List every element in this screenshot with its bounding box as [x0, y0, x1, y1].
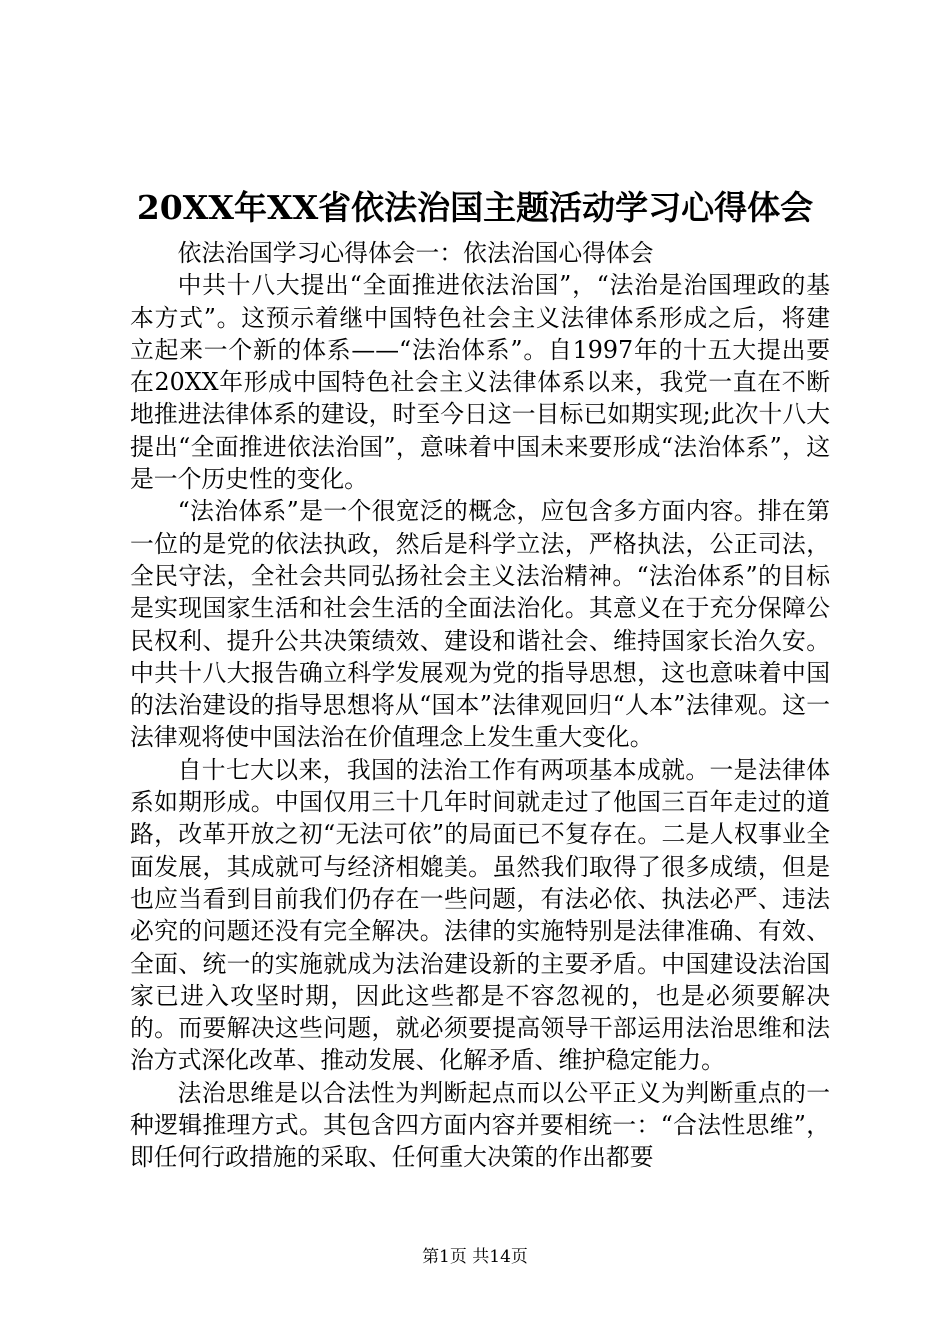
page-number-footer: 第1页 共14页 [422, 1247, 528, 1267]
paragraph: “法治体系”是一个很宽泛的概念，应包含多方面内容。排在第一位的是党的依法执政，然后是科学立法，严格执法，公正司法，全民守法，全社会共同弘扬社会主义法治精神。“法治体系”的目标是实现国家生活和社会生活的全面法治化。其意义在于充分保障公民权利、提升公共决策绩效、建设和谐社会、维持国家长治久安。中共十八大报告确立科学发展观为党的指导思想，这也意味着中国的法治建设的指导思想将从“国本”法律观回归“人本”法律观。这一法律观将使中国法治在价值理念上发生重大变化。 [130, 497, 830, 752]
document-body [130, 237, 830, 1174]
paragraph-subtitle: 依法治国学习心得体会一：依法治国心得体会 [177, 239, 654, 267]
paragraph: 法治思维是以合法性为判断起点而以公平正义为判断重点的一种逻辑推理方式。其包含四方面内容并要相统一：“合法性思维”，即任何行政措施的采取、任何重大决策的作出都要 [130, 1078, 830, 1172]
paragraph: 中共十八大提出“全面推进依法治国”，“法治是治国理政的基本方式”。这预示着继中国特色社会主义法律体系形成之后，将建立起来一个新的体系——“法治体系”。自1997年的十五大提出要在20XX年形成中国特色社会主义法律体系以来，我党一直在不断地推进法律体系的建设，时至今日这一目标已如期实现;此次十八大提出“全面推进依法治国”，意味着中国未来要形成“法治体系”，这是一个历史性的变化。 [130, 271, 830, 494]
paragraph: 自十七大以来，我国的法治工作有两项基本成就。一是法律体系如期形成。中国仅用三十几年时间就走过了他国三百年走过的道路，改革开放之初“无法可依”的局面已不复存在。二是人权事业全面发展，其成就可与经济相媲美。虽然我们取得了很多成绩，但是也应当看到目前我们仍存在一些问题，有法必依、执法必严、违法必究的问题还没有完全解决。法律的实施特别是法律准确、有效、全面、统一的实施就成为法治建设新的主要矛盾。中国建设法治国家已进入攻坚时期，因此这些都是不容忽视的，也是必须要解决的。而要解决这些问题，就必须要提高领导干部运用法治思维和法治方式深化改革、推动发展、化解矛盾、维护稳定能力。 [130, 755, 830, 1075]
document-title: 20XX年XX省依法治国主题活动学习心得体会 [136, 188, 814, 227]
